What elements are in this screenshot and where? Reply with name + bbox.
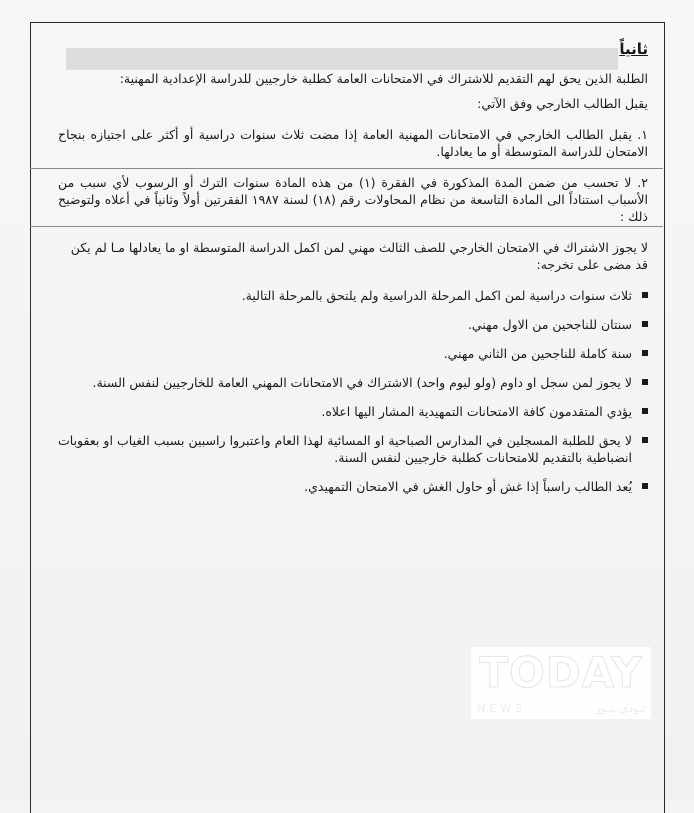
square-bullet-icon (642, 350, 648, 356)
numbered-item-2 (58, 174, 648, 225)
rules-list (58, 287, 648, 495)
item-number: ٢. (637, 175, 648, 190)
watermark-main-text: TODAY (479, 648, 643, 697)
watermark-news-text: NEWS (477, 701, 527, 715)
divider (30, 168, 663, 169)
square-bullet-icon (642, 483, 648, 489)
list-item: لا يجوز لمن سجل او داوم (ولو ليوم واحد) الاشتراك في الامتحانات المهني العامة للخارجيين لنفس السنة. (58, 374, 648, 391)
third-grade-paragraph: لا يجوز الاشتراك في الامتحان الخارجي للصف الثالث مهني لمن اكمل الدراسة المتوسطة او ما يعادلها مـا لم يكن قد مضى على تخرجه: (70, 240, 648, 272)
list-item: يؤدي المتقدمون كافة الامتحانات التمهيدية المشار اليها اعلاه. (58, 403, 648, 420)
accept-heading: يقبل الطالب الخارجي وفق الآتي: (477, 96, 648, 111)
watermark-subtitle (471, 699, 651, 717)
square-bullet-icon (642, 408, 648, 414)
divider (30, 226, 663, 227)
item-number: ١. (637, 127, 648, 142)
item-text: يقبل الطالب الخارجي في الامتحانات المهنية العامة إذا مضت ثلاث سنوات دراسية أو أكثر على اجتيازه بنجاح الامتحان للدراسة المتوسطة أو ما يعادلها. (58, 127, 648, 159)
intro-paragraph: الطلبة الذين يحق لهم التقديم للاشتراك في الامتحانات العامة كطلبة خارجيين للدراسة الإعدادية المهنية: (119, 71, 648, 86)
list-item: لا يحق للطلبة المسجلين في المدارس الصباحية او المسائية لهذا العام واعتبروا راسبين بسبب الغياب او بعقوبات انضباطية بالتقديم للامتحانات كطلبة خارجيين لنفس السنة. (58, 432, 648, 466)
section-title: ثانياً (619, 40, 648, 58)
numbered-item-1 (58, 126, 648, 160)
square-bullet-icon (642, 321, 648, 327)
list-item: ثلاث سنوات دراسية لمن اكمل المرحلة الدراسية ولم يلتحق بالمرحلة التالية. (58, 287, 648, 304)
watermark-logo (471, 647, 651, 719)
list-item: يُعد الطالب راسباً إذا غش أو حاول الغش في الامتحان التمهيدي. (58, 478, 648, 495)
square-bullet-icon (642, 437, 648, 443)
square-bullet-icon (642, 292, 648, 298)
item-text: لا تحسب من ضمن المدة المذكورة في الفقرة (١) من هذه المادة سنوات الترك أو الرسوب لأي سبب من الأسباب استناداً الى المادة التاسعة من نظام المحاولات رقم (١٨) لسنة ١٩٨٧ الفقرتين أولاً وثانياً في أعلاه ولتوضيح ذلك : (58, 175, 648, 224)
list-item: سنتان للناجحين من الاول مهني. (58, 316, 648, 333)
square-bullet-icon (642, 379, 648, 385)
document-body (58, 70, 648, 507)
watermark-arabic-text: تـودي نيـوز (595, 701, 645, 715)
list-item: سنة كاملة للناجحين من الثاني مهني. (58, 345, 648, 362)
title-highlight-band (66, 48, 618, 70)
